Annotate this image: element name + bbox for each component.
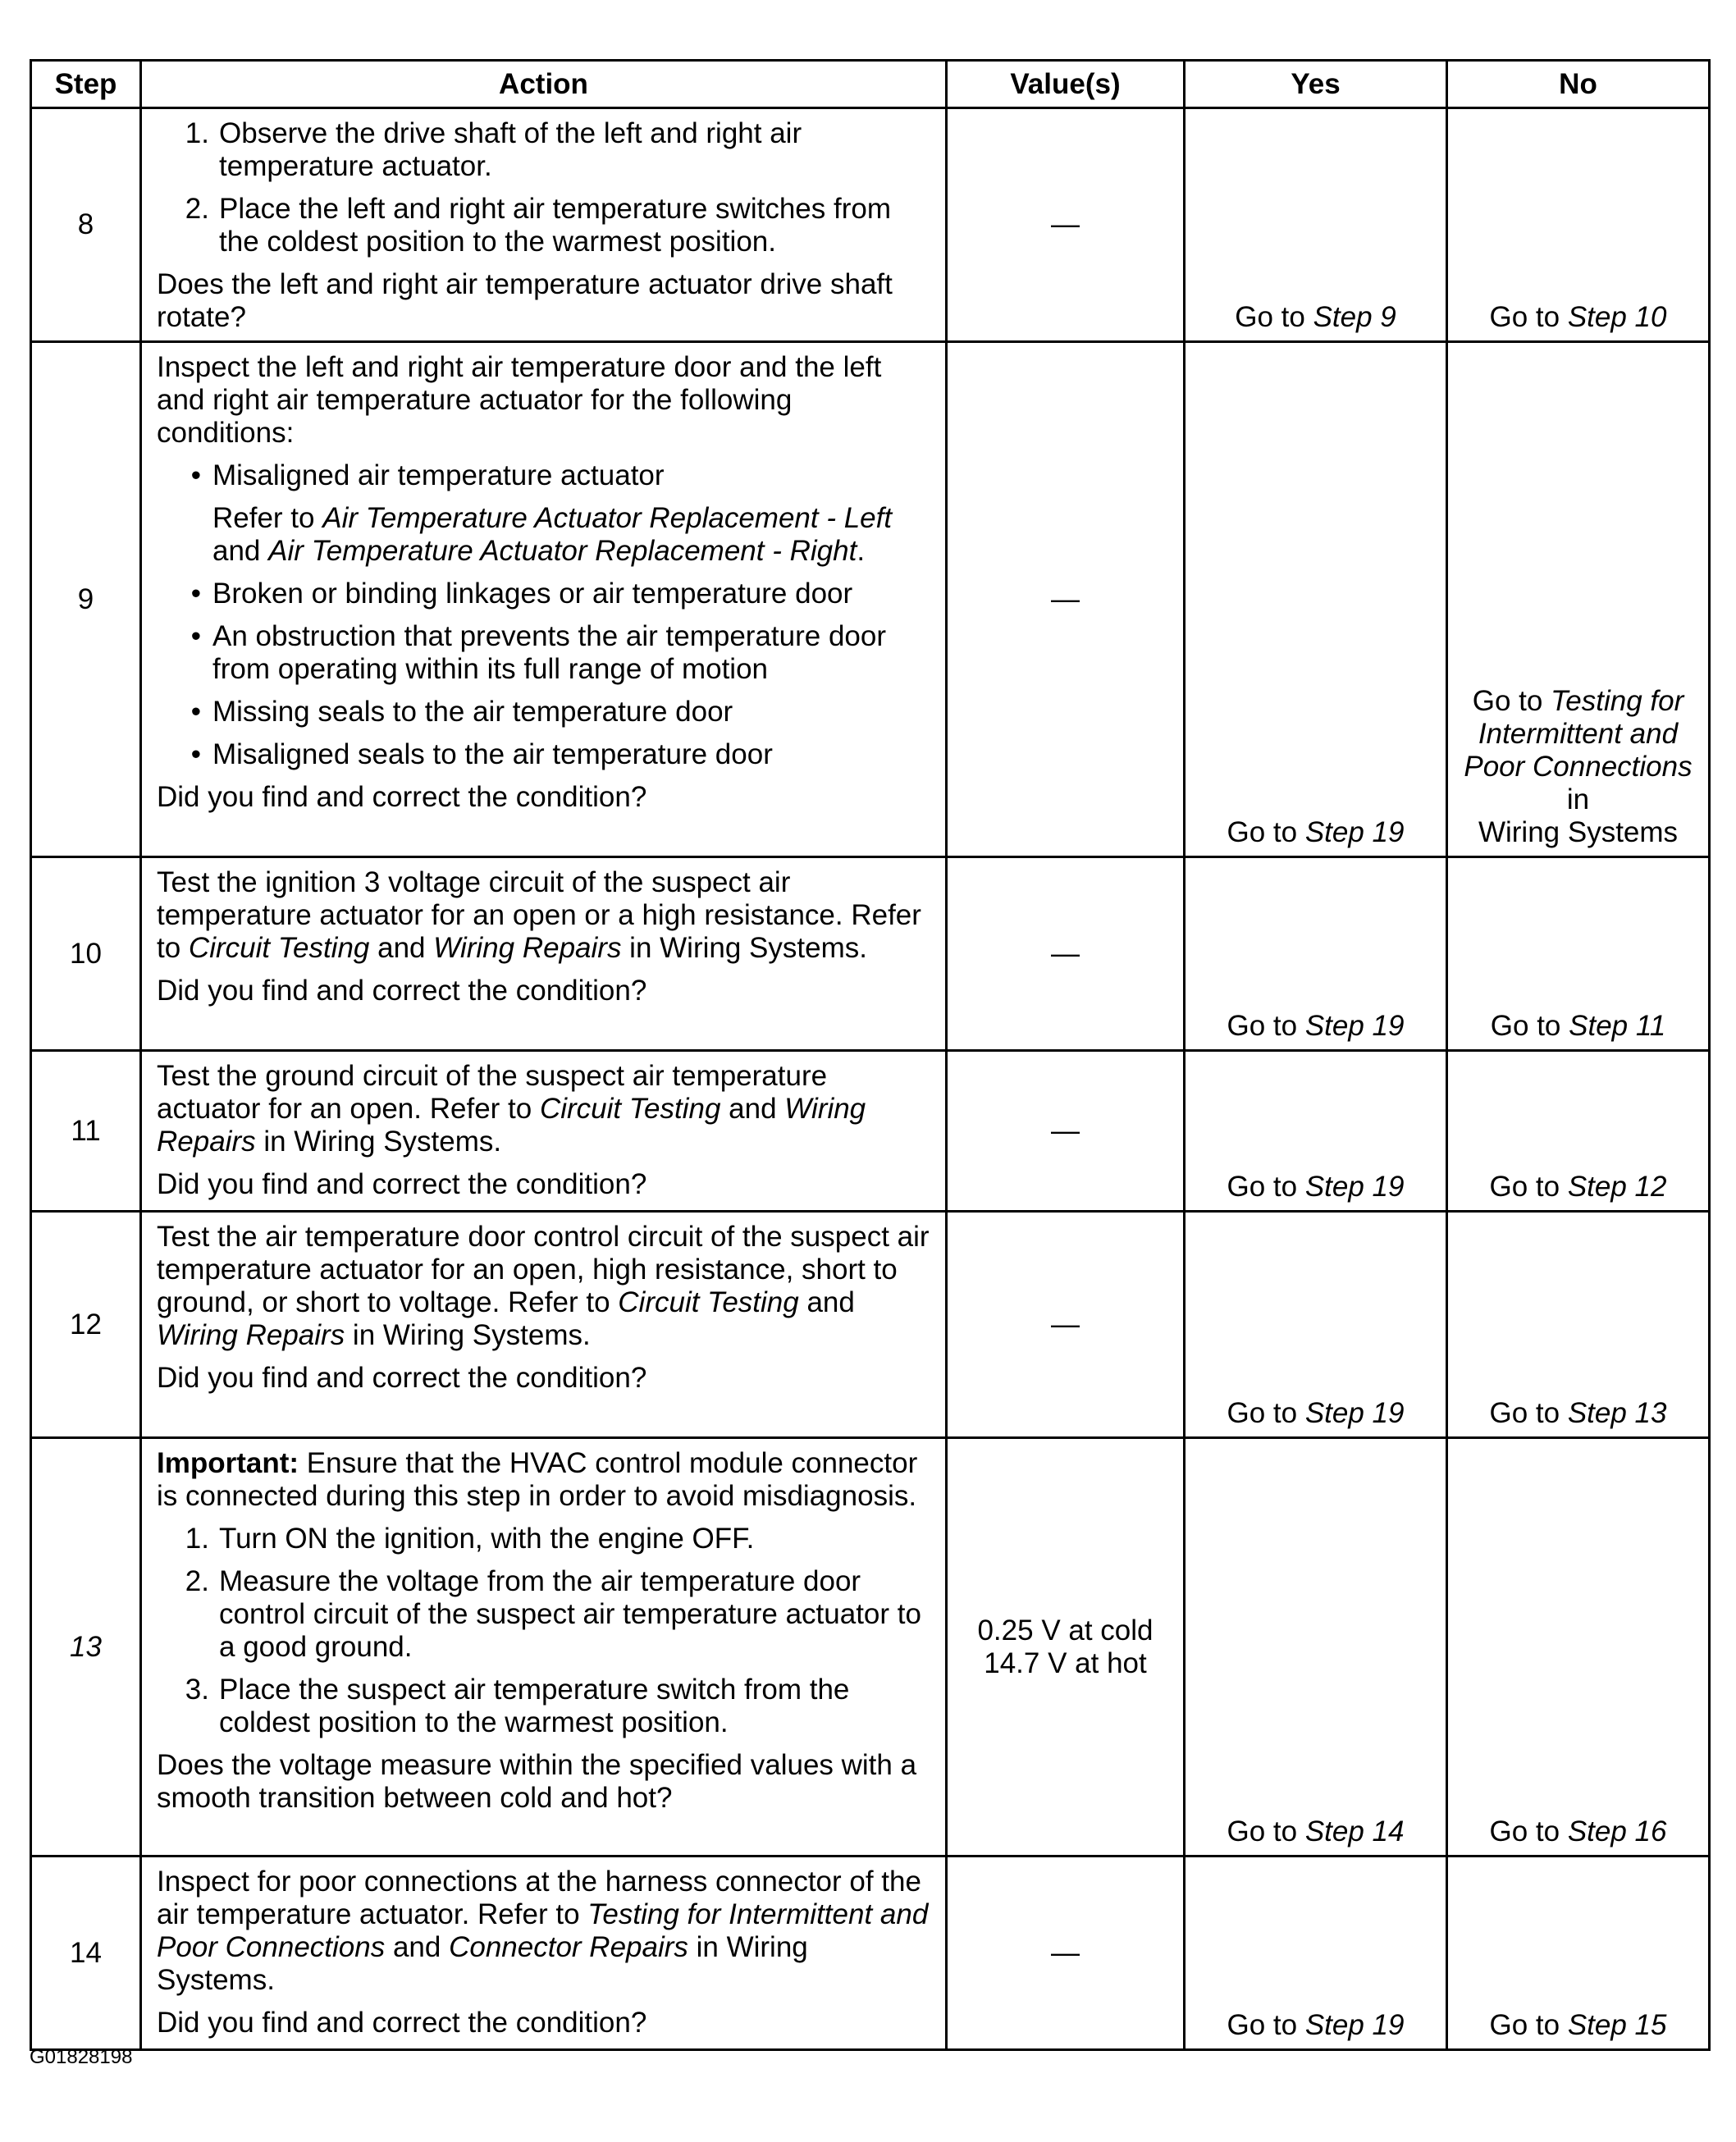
list-item: Broken or binding linkages or air temperature door [212,578,853,610]
figure-code: G01828198 [30,2046,133,2068]
list-item: Missing seals to the air temperature door [212,696,733,728]
step-link: Step 16 [1567,1815,1667,1847]
no-cell: Go to Testing for Intermittent and Poor Connections in Wiring Systems [1447,342,1710,857]
action-text: Test the air temperature door control circuit of the suspect air temperature actuator for an open, high resistance, short to ground, or short to voltage. Refer to Circuit Testing and Wiring Repairs in Wiring Systems. [157,1221,930,1351]
step-link: Step 19 [1304,1171,1405,1203]
action-cell [141,857,947,1051]
step-number: 14 [31,1857,141,2050]
step-number: 11 [31,1051,141,1212]
header-yes: Yes [1185,61,1447,108]
table-row [31,1438,1710,1857]
yes-cell: Go to Step 19 [1185,1857,1447,2050]
value-cell: — [947,1857,1185,2050]
action-cell [141,1051,947,1212]
intro-text: Inspect the left and right air temperature door and the left and right air temperature actuator for the following conditions: [157,351,882,449]
header-no: No [1447,61,1710,108]
step-number: 10 [31,857,141,1051]
value-cell: — [947,857,1185,1051]
action-cell: Inspect the left and right air temperature door and the left and right air temperature actuator for the following conditions: • Misaligned air temperature actuator Refer to Air Temperature Actuator Replacement - Left and Air Temperature Actuator Replacement - Right. • Broken or binding linkages or air temperature door • An obstruction that prevents the air temperature door from operating within its full range of motion • Missing seals to the air temperature door • Misaligned seals to the air temperature door Did you find and correct the condition? [141,342,947,857]
step-number: 9 [31,342,141,857]
important-note: Important: Ensure that the HVAC control module connector is connected during this step in order to avoid misdiagnosis. [157,1447,918,1512]
action-text: Test the ground circuit of the suspect air temperature actuator for an open. Refer to Circuit Testing and Wiring Repairs in Wiring Systems. [157,1060,866,1158]
step-number: 12 [31,1212,141,1438]
step-link: Step 19 [1304,1010,1405,1042]
step-link: Step 19 [1304,816,1405,848]
step-number: 8 [31,108,141,342]
yes-cell: Go to Step 19 [1185,857,1447,1051]
step-link: Step 12 [1567,1171,1667,1203]
action-text: Test the ignition 3 voltage circuit of the suspect air temperature actuator for an open or a high resistance. Refer to Circuit Testing and Wiring Repairs in Wiring Systems. [157,866,921,964]
header-action: Action [141,61,947,108]
list-item: An obstruction that prevents the air temperature door from operating within its full range of motion [212,620,887,685]
question-text: Did you find and correct the condition? [157,1168,647,1200]
value-cell: — [947,342,1185,857]
value-cell [947,1438,1185,1857]
value-cell: — [947,1212,1185,1438]
list-item: Place the left and right air temperature switches from the coldest position to the warmest position. [219,193,891,258]
yes-cell: Go to Step 19 [1185,342,1447,857]
list-item: Misaligned air temperature actuator [212,459,665,491]
question-text: Did you find and correct the condition? [157,975,647,1007]
step-link: Step 10 [1567,301,1667,333]
table-row [31,1212,1710,1438]
yes-cell: Go to Step 19 [1185,1212,1447,1438]
question-text: Does the left and right air temperature actuator drive shaft rotate? [157,268,893,333]
step-link: Step 19 [1304,1397,1405,1429]
action-cell [141,1212,947,1438]
no-cell: Go to Step 10 [1447,108,1710,342]
table-row [31,108,1710,342]
question-text: Did you find and correct the condition? [157,1362,647,1394]
table-row [31,1051,1710,1212]
action-text: Inspect for poor connections at the harness connector of the air temperature actuator. Refer to Testing for Intermittent and Poor Connections and Connector Repairs in Wiring Systems. [157,1866,929,1996]
no-cell: Go to Step 13 [1447,1212,1710,1438]
step-link: Step 9 [1313,301,1396,333]
no-cell: Go to Step 12 [1447,1051,1710,1212]
header-row [31,61,1710,108]
value-cold: 0.25 V at cold [977,1614,1154,1646]
value-cell: — [947,108,1185,342]
yes-cell: Go to Step 19 [1185,1051,1447,1212]
header-values: Value(s) [947,61,1185,108]
step-link: Step 14 [1304,1815,1405,1847]
question-text: Did you find and correct the condition? [157,781,647,813]
value-cell: — [947,1051,1185,1212]
diagnostic-table [30,59,1711,2051]
step-link: Step 13 [1567,1397,1667,1429]
step-link: Step 15 [1567,2009,1667,2041]
step-link: Step 11 [1569,1010,1666,1042]
no-cell: Go to Step 16 [1447,1438,1710,1857]
yes-cell: Go to Step 9 [1185,108,1447,342]
list-item: Turn ON the ignition, with the engine OFF. [219,1523,755,1555]
value-hot: 14.7 V at hot [984,1646,1147,1679]
yes-cell: Go to Step 14 [1185,1438,1447,1857]
reference-link: Testing for Intermittent and Poor Connections [1464,685,1693,783]
list-item: Misaligned seals to the air temperature door [212,738,773,770]
list-item: Measure the voltage from the air temperature door control circuit of the suspect air temperature actuator to a good ground. [219,1565,921,1663]
header-step: Step [31,61,141,108]
step-number: 13 [31,1438,141,1857]
refer-text: Refer to Air Temperature Actuator Replacement - Left and Air Temperature Actuator Replacement - Right. [212,502,893,567]
table-row [31,1857,1710,2050]
no-cell: Go to Step 15 [1447,1857,1710,2050]
action-cell [141,1857,947,2050]
action-cell: 1. Observe the drive shaft of the left and right air temperature actuator. 2. Place the left and right air temperature switches from the coldest position to the warmest position. Does the left and right air temperature actuator drive shaft rotate? [141,108,947,342]
action-cell: Important: Ensure that the HVAC control module connector is connected during this step in order to avoid misdiagnosis. 1. Turn ON the ignition, with the engine OFF. 2. Measure the voltage from the air temperature door control circuit of the suspect air temperature actuator to a good ground. 3. Place the suspect air temperature switch from the coldest position to the warmest position. Does the voltage measure within the specified values with a smooth transition between cold and hot? [141,1438,947,1857]
list-item: Place the suspect air temperature switch from the coldest position to the warmest position. [219,1674,850,1738]
table-row [31,857,1710,1051]
list-item: Observe the drive shaft of the left and right air temperature actuator. [219,117,802,182]
question-text: Did you find and correct the condition? [157,2007,647,2039]
step-link: Step 19 [1304,2009,1405,2041]
no-cell: Go to Step 11 [1447,857,1710,1051]
table-row [31,342,1710,857]
question-text: Does the voltage measure within the specified values with a smooth transition between cold and hot? [157,1749,917,1814]
